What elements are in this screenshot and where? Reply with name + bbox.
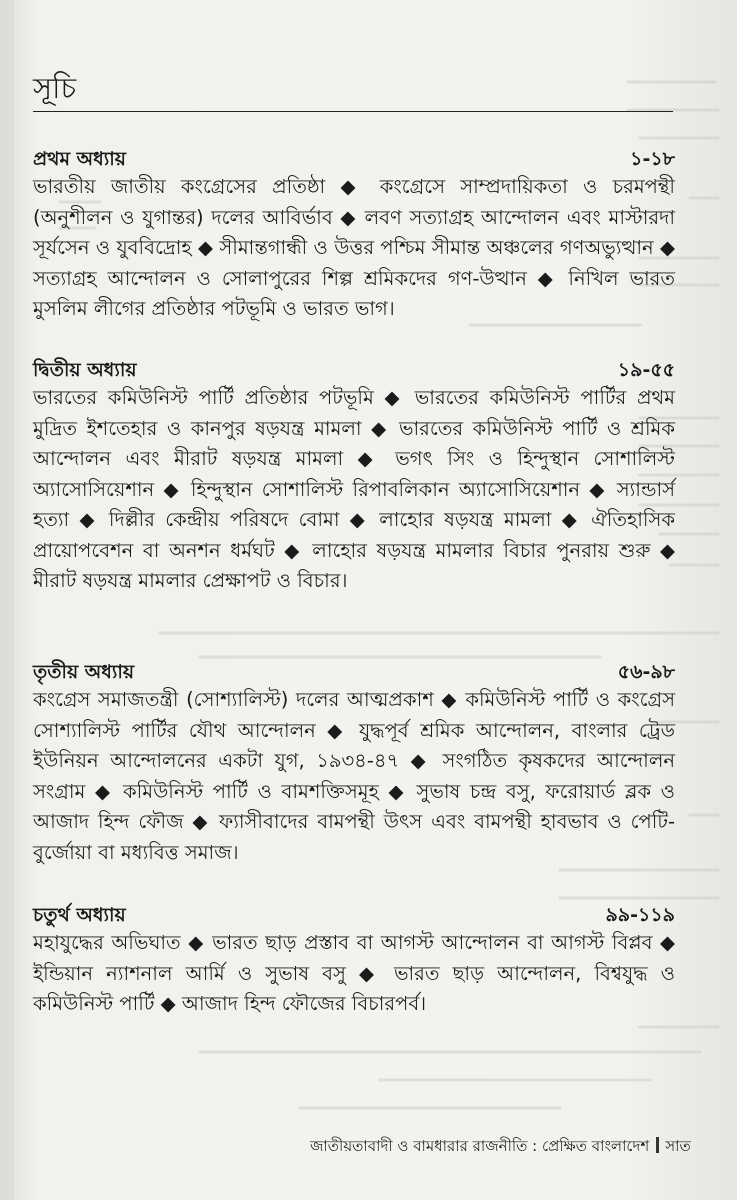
chapter-heading-row	[33, 357, 675, 383]
chapter-title: তৃতীয় অধ্যায়	[33, 661, 135, 683]
page-title: সূচি	[33, 71, 77, 105]
chapter-page-range: ১৯-৫৫	[617, 359, 675, 381]
chapter-heading-row	[33, 659, 675, 685]
chapter-topics: ভারতীয় জাতীয় কংগ্রেসের প্রতিষ্ঠা ◆ কংগ্রেসে সাম্প্রদায়িকতা ও চরমপন্থী (অনুশীলন ও যুগান্তর) দলের আবির্ভাব ◆ লবণ সত্যাগ্রহ আন্দোলন এবং মাস্টারদা সূর্যসেন ও যুববিদ্রোহ ◆ সীমান্তগান্ধী ও উত্তর পশ্চিম সীমান্ত অঞ্চলের গণঅভ্যুত্থান ◆ সত্যাগ্রহ আন্দোলন ও সোলাপুরের শিল্প শ্রমিকদের গণ-উত্থান ◆ নিখিল ভারত মুসলিম লীগের প্রতিষ্ঠার পটভূমি ও ভারত ভাগ।	[33, 175, 675, 320]
chapter-topics: ভারতের কমিউনিস্ট পার্টি প্রতিষ্ঠার পটভূমি ◆ ভারতের কমিউনিস্ট পার্টির প্রথম মুদ্রিত ইশতেহার ও কানপুর ষড়যন্ত্র মামলা ◆ ভারতের কমিউনিস্ট পার্টি ও শ্রমিক আন্দোলন এবং মীরাট ষড়যন্ত্র মামলা ◆ ভগৎ সিং ও হিন্দুস্থান সোশালিস্ট অ্যাসোসিয়েশান ◆ হিন্দুস্থান সোশালিস্ট রিপাবলিকান অ্যাসোসিয়েশান ◆ স্যান্ডার্স হত্যা ◆ দিল্লীর কেন্দ্রীয় পরিষদে বোমা ◆ লাহোর ষড়যন্ত্র মামলা ◆ ঐতিহাসিক প্রায়োপবেশন বা অনশন ধর্মঘট ◆ লাহোর ষড়যন্ত্র মামলার বিচার পুনরায় শুরু ◆ মীরাট ষড়যন্ত্র মামলার প্রেক্ষাপট ও বিচার।	[33, 386, 675, 592]
chapter-topics: কংগ্রেস সমাজতন্ত্রী (সোশ্যালিস্ট) দলের আত্মপ্রকাশ ◆ কমিউনিস্ট পার্টি ও কংগ্রেস সোশ্যালিস্ট পার্টির যৌথ আন্দোলন ◆ যুদ্ধপূর্ব শ্রমিক আন্দোলন, বাংলার ট্রেড ইউনিয়ন আন্দোলনের একটা যুগ, ১৯৩৪-৪৭ ◆ সংগঠিত কৃষকদের আন্দোলন সংগ্রাম ◆ কমিউনিস্ট পার্টি ও বামশক্তিসমূহ ◆ সুভাষ চন্দ্র বসু, ফরোয়ার্ড ব্লক ও আজাদ হিন্দ ফৌজ ◆ ফ্যাসীবাদের বামপন্থী উৎস এবং বামপন্থী হাবভাব ও পেটি-বুর্জোয়া বা মধ্যবিত্ত সমাজ।	[33, 688, 675, 864]
chapter-entry-1	[33, 146, 675, 325]
chapter-entry-2	[33, 357, 675, 597]
chapter-page-range: ১-১৮	[630, 148, 675, 170]
page-number: সাত	[665, 1137, 691, 1155]
chapter-topics: মহাযুদ্ধের অভিঘাত ◆ ভারত ছাড় প্রস্তাব বা আগস্ট আন্দোলন বা আগস্ট বিপ্লব ◆ ইন্ডিয়ান ন্যাশনাল আর্মি ও সুভাষ বসু ◆ ভারত ছাড় আন্দোলন, বিশ্বযুদ্ধ ও কমিউনিস্ট পার্টি ◆ আজাদ হিন্দ ফৌজের বিচারপর্ব।	[33, 931, 675, 1015]
contents-header	[33, 70, 673, 106]
chapter-title: দ্বিতীয় অধ্যায়	[33, 359, 137, 381]
book-title: জাতীয়তাবাদী ও বামধারার রাজনীতি : প্রেক্ষিত বাংলাদেশ	[310, 1137, 650, 1155]
chapter-title: প্রথম অধ্যায়	[33, 148, 126, 170]
chapter-title: চতুর্থ অধ্যায়	[33, 904, 126, 926]
chapter-page-range: ৯৯-১১৯	[605, 904, 675, 926]
chapter-heading-row	[33, 902, 675, 928]
chapter-entry-4	[33, 902, 675, 1020]
chapter-page-range: ৫৬-৯৮	[617, 661, 675, 683]
chapter-heading-row	[33, 146, 675, 172]
running-footer	[310, 1135, 691, 1157]
footer-separator	[656, 1137, 659, 1153]
title-underline	[33, 111, 673, 112]
chapter-entry-3	[33, 659, 675, 868]
